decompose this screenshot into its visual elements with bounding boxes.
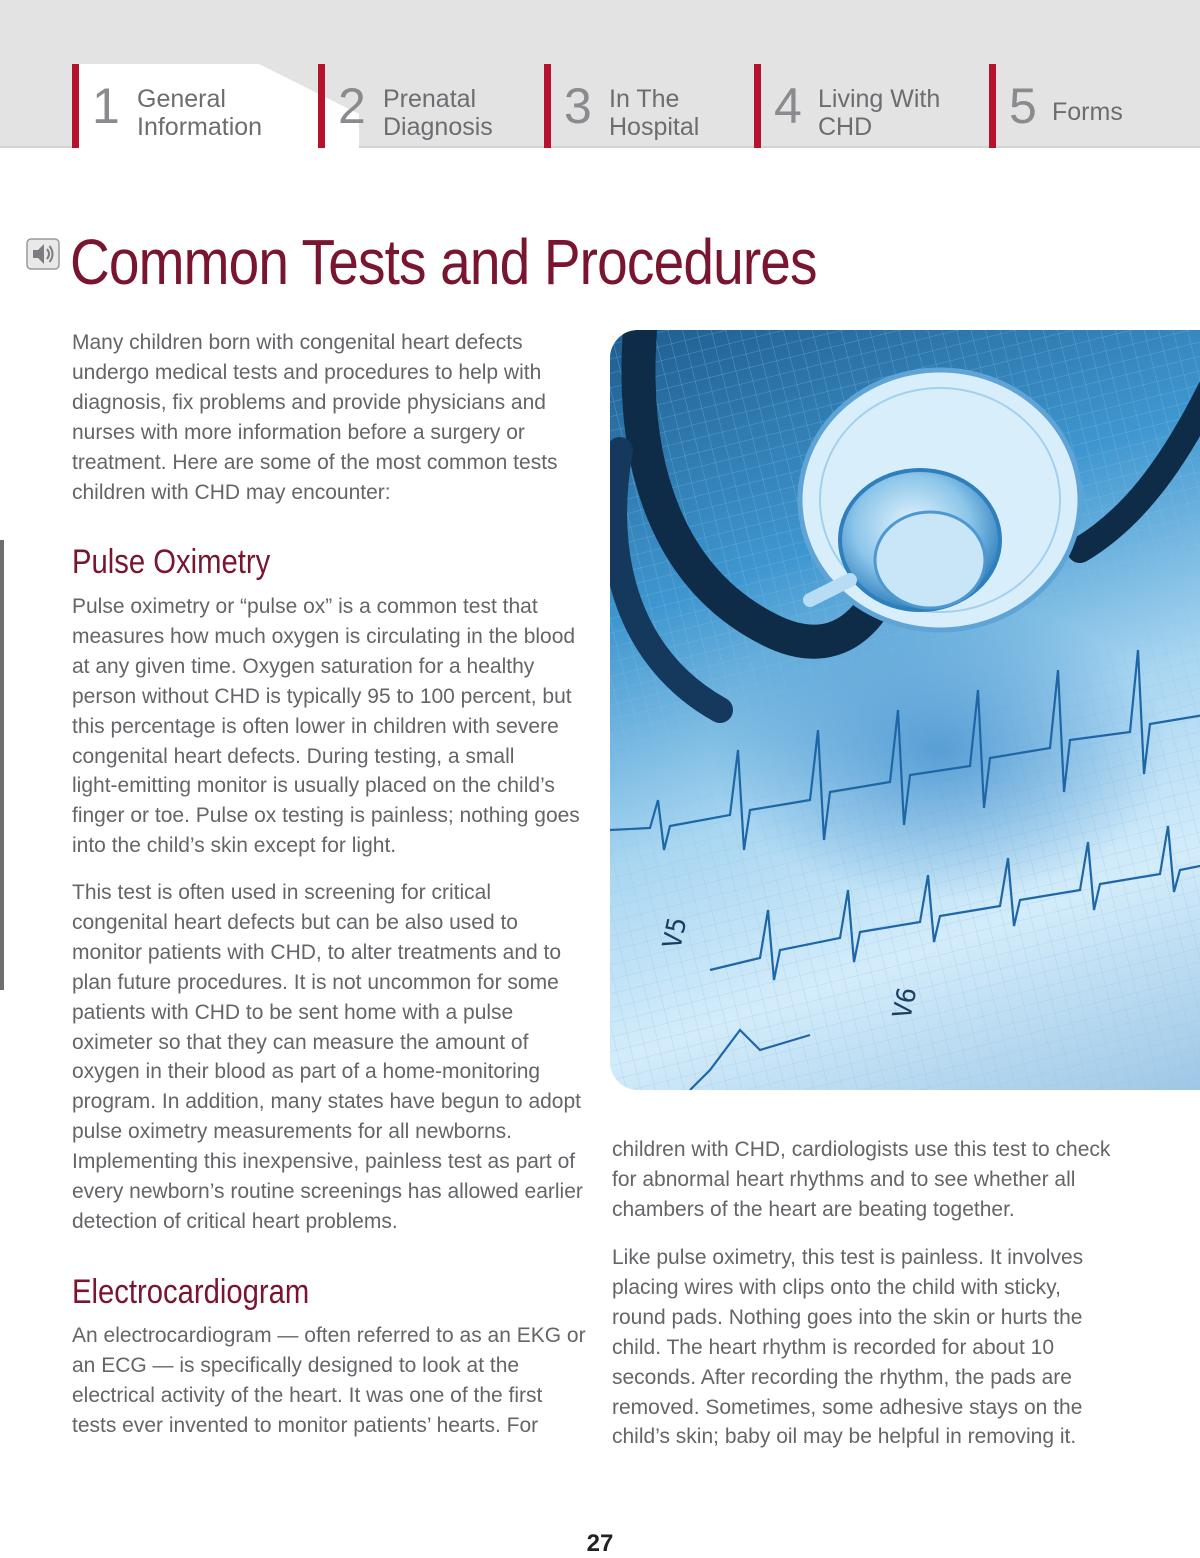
text-line: program. In addition, many states have begun to adopt	[72, 1090, 581, 1114]
text-line: Many children born with congenital heart defects	[72, 331, 523, 354]
tab-label-line2: CHD	[818, 113, 873, 141]
tab-in-the-hospital[interactable]	[544, 64, 734, 148]
tab-label-line1: Living With	[818, 85, 941, 113]
tab-label-line2: Information	[137, 113, 263, 141]
tab-label-line1: In The	[609, 85, 680, 113]
electrocardiogram-paragraph-1-continued	[612, 1135, 1110, 1225]
text-line: for abnormal heart rhythms and to see whether all	[612, 1167, 1076, 1191]
tab-forms[interactable]	[989, 64, 1169, 148]
electrocardiogram-paragraph-1	[72, 1321, 586, 1441]
text-line: light-emitting monitor is usually placed on the child’s	[72, 774, 555, 798]
text-line: diagnosis, fix problems and provide physicians and	[72, 390, 546, 414]
text-line: tests ever invented to monitor patients’ hearts. For	[72, 1413, 539, 1437]
photo-illustration	[610, 330, 1200, 1090]
pulse-oximetry-paragraph-1	[72, 592, 580, 861]
text-line: an ECG — is specifically designed to look at the	[72, 1353, 520, 1377]
text-line: Like pulse oximetry, this test is painless. It involves	[612, 1246, 1084, 1269]
tab-label-line1: Prenatal	[383, 85, 477, 113]
text-line: person without CHD is typically 95 to 100 percent, but	[72, 684, 572, 708]
stethoscope-ecg-photo	[610, 330, 1200, 1090]
text-line: electrical activity of the heart. It was one of the first	[72, 1383, 543, 1407]
electrocardiogram-heading: Electrocardiogram	[72, 1273, 310, 1311]
text-line: child. The heart rhythm is recorded for about 10	[612, 1335, 1055, 1359]
section-tab-bar	[0, 0, 1200, 148]
speaker-icon[interactable]	[26, 238, 60, 270]
pulse-oximetry-heading: Pulse Oximetry	[72, 543, 271, 581]
text-line: finger or toe. Pulse ox testing is painless; nothing goes	[72, 804, 580, 828]
tab-label: Forms	[1052, 98, 1123, 126]
text-line: This test is often used in screening for critical	[72, 881, 492, 904]
text-line: undergo medical tests and procedures to help with	[72, 360, 542, 384]
text-line: congenital heart defects. During testing, a small	[72, 744, 515, 768]
text-line: children with CHD may encounter:	[72, 480, 391, 504]
text-line: into the child’s skin except for light.	[72, 834, 397, 858]
tab-marker	[989, 64, 996, 148]
text-line: oxygen in their blood as part of a home-monitoring	[72, 1060, 541, 1084]
text-line: congenital heart defects but can be also used to	[72, 910, 518, 934]
text-line: at any given time. Oxygen saturation for a healthy	[72, 654, 535, 678]
tab-number: 4	[774, 78, 802, 134]
text-line: patients with CHD to be sent home with a pulse	[72, 1000, 514, 1024]
text-line: nurses with more information before a surgery or	[72, 420, 525, 444]
text-line: treatment. Here are some of the most common tests	[72, 450, 558, 474]
text-line: plan future procedures. It is not uncommon for some	[72, 970, 559, 994]
tab-number: 3	[564, 78, 592, 134]
tab-number: 2	[338, 78, 366, 134]
text-line: oximeter so that they can measure the amount of	[72, 1030, 529, 1054]
ecg-label-v6: V6	[887, 984, 924, 1022]
tab-general-information[interactable]	[72, 64, 287, 148]
text-line: measures how much oxygen is circulating in the blood	[72, 624, 576, 648]
pulse-oximetry-paragraph-2	[72, 878, 583, 1237]
text-line: monitor patients with CHD, to alter treatments and to	[72, 940, 562, 964]
text-line: every newborn’s routine screenings has allowed earlier	[72, 1180, 583, 1204]
tab-number: 1	[92, 78, 120, 134]
ecg-label-v5: V5	[657, 914, 694, 952]
tab-marker	[544, 64, 551, 148]
tab-marker	[318, 64, 325, 148]
text-line: chambers of the heart are beating together.	[612, 1197, 1015, 1221]
tab-label-line1: General	[137, 85, 226, 113]
page-edge-marker	[0, 540, 4, 990]
text-line: placing wires with clips onto the child with sticky,	[612, 1275, 1061, 1299]
page-title: Common Tests and Procedures	[70, 226, 817, 298]
text-line: removed. Sometimes, some adhesive stays on the	[612, 1395, 1083, 1419]
text-line: An electrocardiogram — often referred to as an EKG or	[72, 1324, 586, 1347]
text-line: this percentage is often lower in children with severe	[72, 714, 559, 738]
text-line: Implementing this inexpensive, painless test as part of	[72, 1150, 576, 1174]
tab-living-with-chd[interactable]	[754, 64, 964, 148]
tab-marker	[72, 64, 79, 148]
tab-label-line2: Hospital	[609, 113, 700, 141]
page-number: 27	[586, 1530, 614, 1557]
text-line: child’s skin; baby oil may be helpful in removing it.	[612, 1425, 1077, 1449]
tab-number: 5	[1009, 78, 1037, 134]
text-line: pulse oximetry measurements for all newborns.	[72, 1120, 513, 1144]
tab-marker	[754, 64, 761, 148]
text-line: children with CHD, cardiologists use this test to check	[612, 1138, 1111, 1161]
text-line: seconds. After recording the rhythm, the pads are	[612, 1365, 1072, 1389]
tab-label-line2: Diagnosis	[383, 113, 493, 141]
tab-prenatal-diagnosis[interactable]	[318, 64, 518, 148]
text-line: detection of critical heart problems.	[72, 1209, 398, 1233]
intro-paragraph	[72, 328, 558, 507]
text-line: round pads. Nothing goes into the skin or hurts the	[612, 1305, 1083, 1329]
electrocardiogram-paragraph-2	[612, 1243, 1083, 1452]
text-line: Pulse oximetry or “pulse ox” is a common test that	[72, 595, 538, 618]
